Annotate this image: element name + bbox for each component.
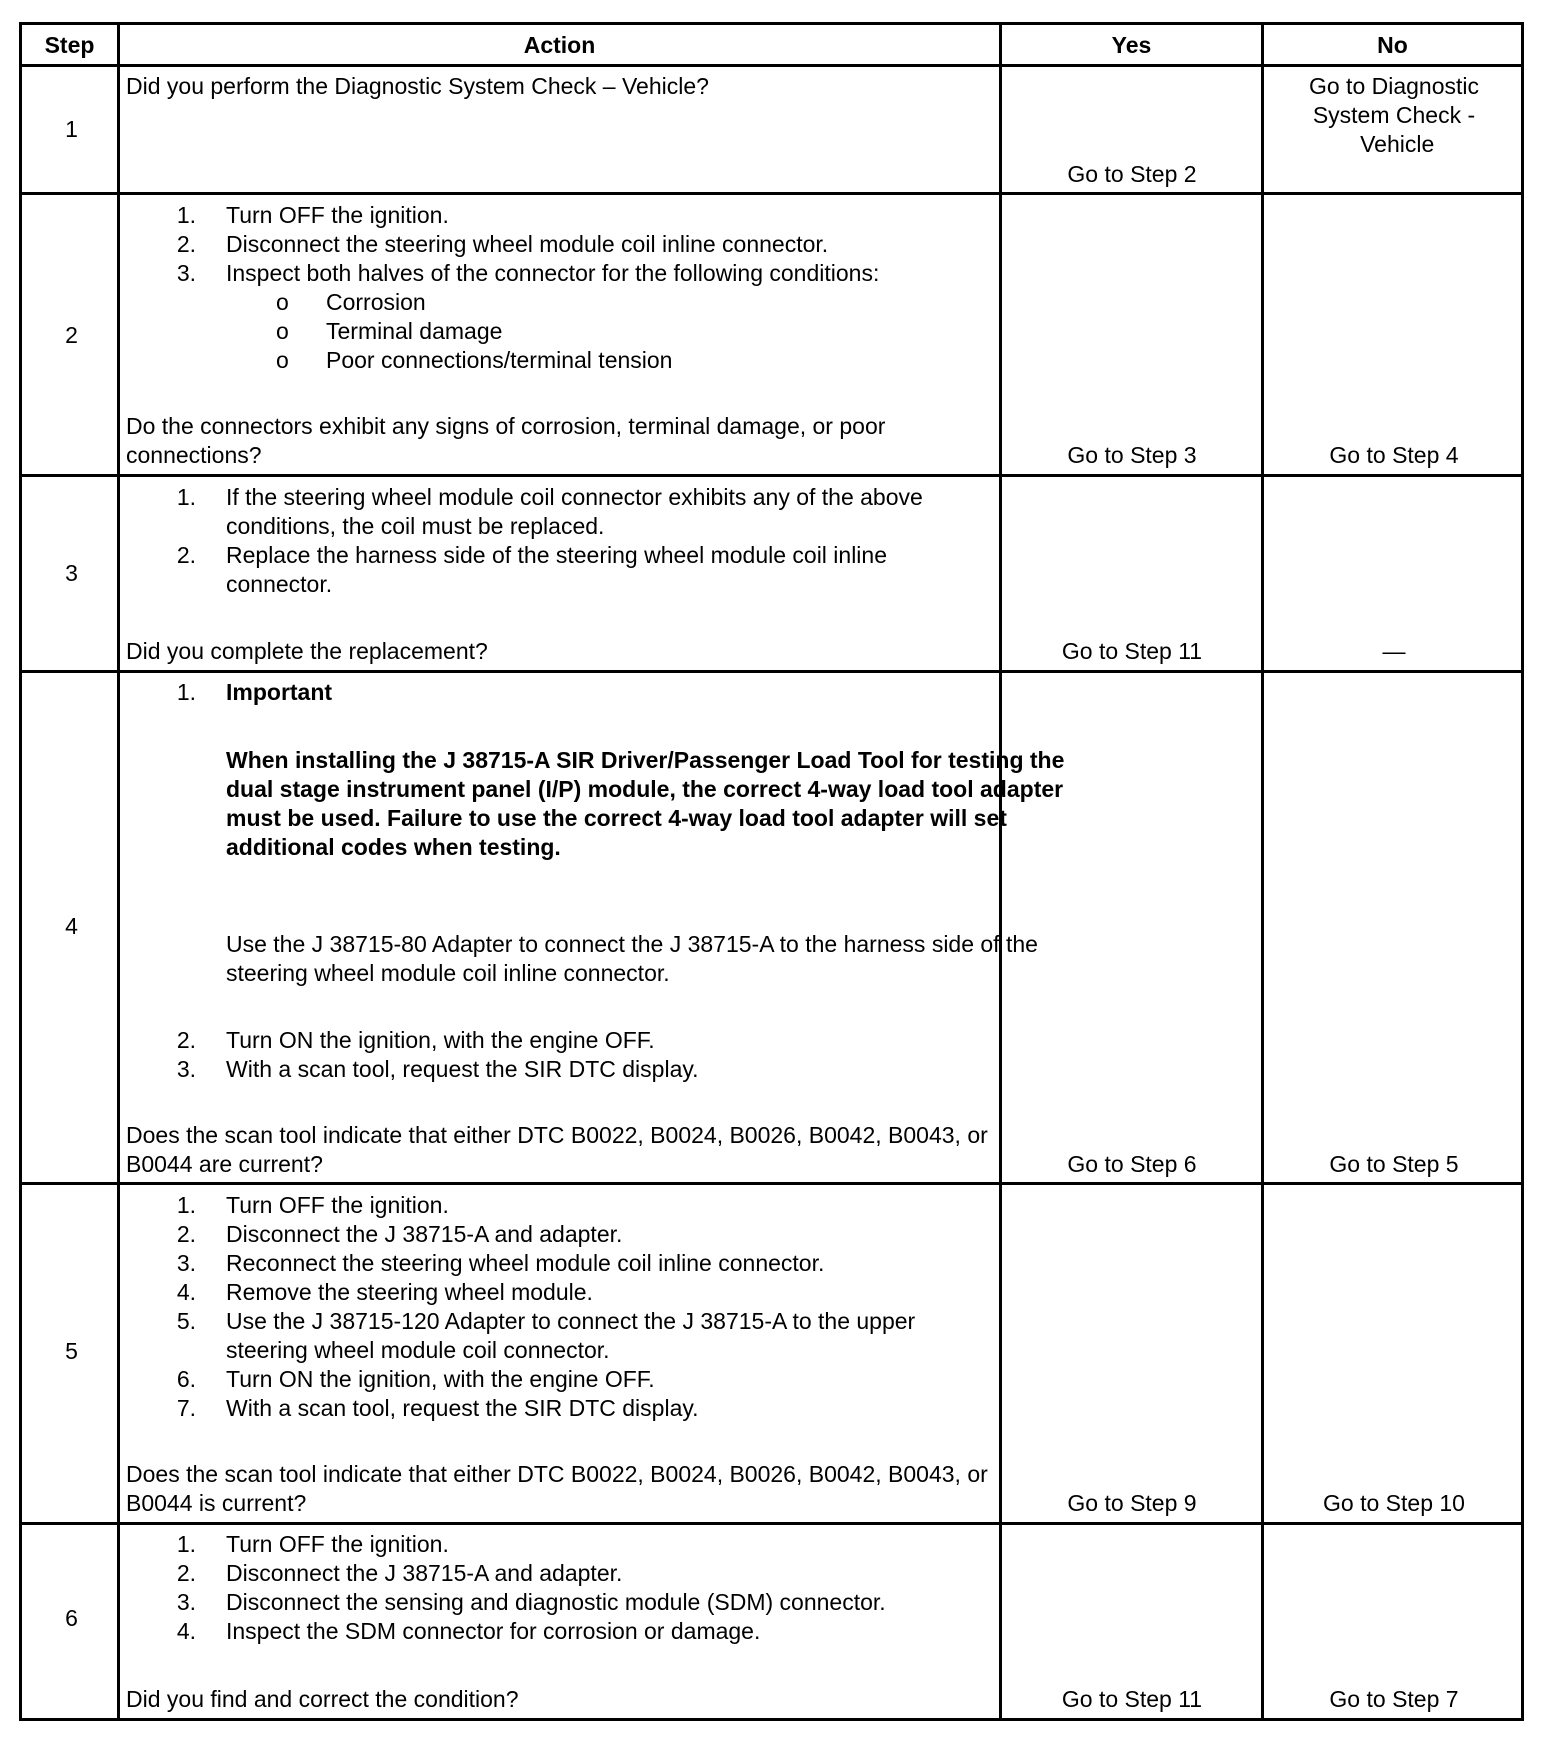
table-border-bottom xyxy=(19,1718,1524,1721)
bullet-item: o Corrosion xyxy=(276,289,426,315)
step-question: Do the connectors exhibit any signs of corrosion, terminal damage, or poor connections? xyxy=(126,413,886,468)
list-item: 3. With a scan tool, request the SIR DTC display. xyxy=(176,1056,699,1082)
row-divider xyxy=(19,1182,1524,1185)
step-number: 2 xyxy=(65,322,78,348)
row-divider xyxy=(19,474,1524,477)
step-question: Does the scan tool indicate that either DTC B0022, B0024, B0026, B0042, B0043, or B0044 are current? xyxy=(126,1122,988,1177)
header-yes: Yes xyxy=(1111,32,1152,58)
list-item: 2. Disconnect the steering wheel module coil inline connector. xyxy=(176,231,829,257)
list-item: 4. Inspect the SDM connector for corrosion or damage. xyxy=(176,1618,761,1644)
adapter-instruction: Use the J 38715-80 Adapter to connect the J 38715-A to the harness side of the steering wheel module coil inline connector. xyxy=(226,931,1038,986)
list-item: 2. Replace the harness side of the steering wheel module coil inline connector. xyxy=(176,542,888,597)
yes-result: Go to Step 11 xyxy=(1061,638,1203,664)
row-divider xyxy=(19,670,1524,673)
no-result: Go to Diagnostic System Check - Vehicle xyxy=(1308,73,1480,157)
column-divider xyxy=(1261,22,1264,1721)
step-number: 3 xyxy=(65,560,78,586)
header-action: Action xyxy=(523,32,596,58)
yes-result: Go to Step 9 xyxy=(1067,1490,1197,1516)
step-question: Did you find and correct the condition? xyxy=(126,1686,519,1712)
list-item: 2. Disconnect the J 38715-A and adapter. xyxy=(176,1560,623,1586)
list-item: 1. Turn OFF the ignition. xyxy=(176,1531,449,1557)
step-number: 6 xyxy=(65,1605,78,1631)
step-action xyxy=(126,1530,996,1646)
list-item: 1. If the steering wheel module coil connector exhibits any of the above conditions, the coil must be replaced. xyxy=(176,484,923,539)
bullet-item: o Poor connections/terminal tension xyxy=(276,347,673,373)
header-step: Step xyxy=(44,32,95,58)
list-item: 1. Turn OFF the ignition. xyxy=(176,202,449,228)
no-result: — xyxy=(1382,638,1406,664)
no-result: Go to Step 10 xyxy=(1323,1490,1465,1516)
no-result: Go to Step 4 xyxy=(1329,442,1459,468)
step-action xyxy=(126,72,996,101)
no-result: Go to Step 5 xyxy=(1329,1151,1459,1177)
list-item: 7. With a scan tool, request the SIR DTC display. xyxy=(176,1395,699,1421)
row-divider xyxy=(19,192,1524,195)
step-number: 1 xyxy=(65,116,78,142)
row-divider xyxy=(19,64,1524,67)
step-action xyxy=(126,201,996,375)
important-note: When installing the J 38715-A SIR Driver/Passenger Load Tool for testing the dual stage instrument panel (I/P) module, the correct 4-way load tool adapter must be used. Failure to use the correct 4-way load tool adapter will set additional codes when testing. xyxy=(226,747,1065,860)
step-action-continued xyxy=(126,1026,996,1084)
step-number: 4 xyxy=(65,913,78,939)
step-question: Does the scan tool indicate that either DTC B0022, B0024, B0026, B0042, B0043, or B0044 is current? xyxy=(126,1461,988,1516)
yes-result: Go to Step 11 xyxy=(1061,1686,1203,1712)
table-border-left xyxy=(19,22,22,1721)
yes-result: Go to Step 6 xyxy=(1067,1151,1197,1177)
row-divider xyxy=(19,1522,1524,1525)
list-item: 3. Disconnect the sensing and diagnostic module (SDM) connector. xyxy=(176,1589,886,1615)
yes-result: Go to Step 2 xyxy=(1067,161,1197,187)
step-action xyxy=(126,483,996,599)
bullet-item: o Terminal damage xyxy=(276,318,503,344)
column-divider xyxy=(117,22,120,1721)
table-border-right xyxy=(1521,22,1524,1721)
list-item: 3. Inspect both halves of the connector for the following conditions: xyxy=(176,260,880,286)
step-question: Did you perform the Diagnostic System Check – Vehicle? xyxy=(126,73,709,99)
step-number: 5 xyxy=(65,1338,78,1364)
important-label: 1. Important xyxy=(176,679,333,705)
list-item: 4. Remove the steering wheel module. xyxy=(176,1279,593,1305)
list-item: 5. Use the J 38715-120 Adapter to connect the J 38715-A to the upper steering wheel module coil connector. xyxy=(176,1308,916,1363)
header-no: No xyxy=(1377,32,1408,58)
list-item: 3. Reconnect the steering wheel module coil inline connector. xyxy=(176,1250,825,1276)
yes-result: Go to Step 3 xyxy=(1067,442,1197,468)
list-item: 2. Disconnect the J 38715-A and adapter. xyxy=(176,1221,623,1247)
list-item: 2. Turn ON the ignition, with the engine OFF. xyxy=(176,1027,655,1053)
step-question: Did you complete the replacement? xyxy=(126,638,488,664)
list-item: 6. Turn ON the ignition, with the engine OFF. xyxy=(176,1366,655,1392)
no-result: Go to Step 7 xyxy=(1329,1686,1459,1712)
step-action xyxy=(126,678,996,707)
column-divider xyxy=(999,22,1002,1721)
step-action xyxy=(126,1191,996,1423)
list-item: 1. Turn OFF the ignition. xyxy=(176,1192,449,1218)
